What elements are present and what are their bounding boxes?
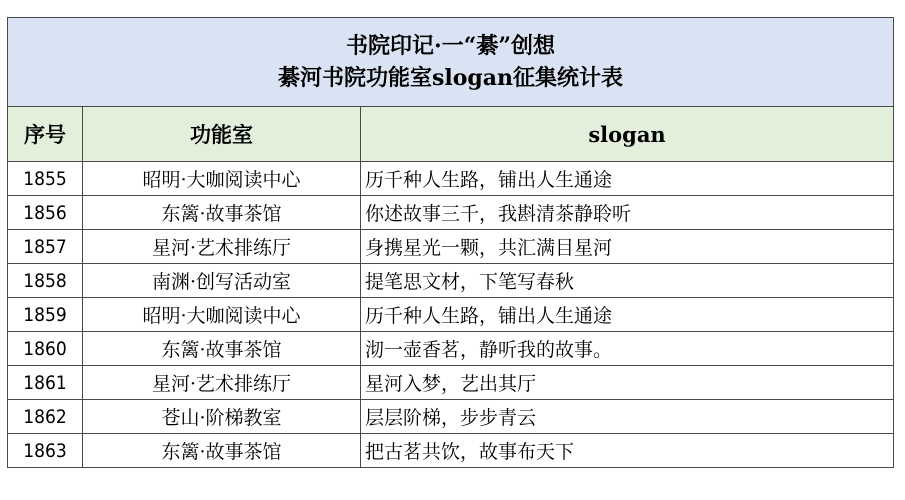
table-title [8, 18, 894, 107]
table-row [8, 298, 894, 332]
cell-slogan: 层层阶梯，步步青云 [361, 400, 894, 434]
table-row [8, 162, 894, 196]
table-row [8, 366, 894, 400]
cell-no: 1859 [8, 298, 83, 332]
table-row [8, 230, 894, 264]
table-row [8, 196, 894, 230]
cell-no: 1861 [8, 366, 83, 400]
cell-room: 星河·艺术排练厅 [83, 366, 361, 400]
header-row [8, 107, 894, 162]
header-room: 功能室 [83, 107, 361, 162]
cell-room: 东篱·故事茶馆 [83, 196, 361, 230]
cell-room: 东篱·故事茶馆 [83, 332, 361, 366]
table-title-line-1: 书院印记·一“綦”创想 [346, 33, 555, 59]
cell-no: 1856 [8, 196, 83, 230]
header-no: 序号 [8, 107, 83, 162]
cell-room: 昭明·大咖阅读中心 [83, 298, 361, 332]
cell-no: 1858 [8, 264, 83, 298]
table-row [8, 332, 894, 366]
table-row [8, 264, 894, 298]
table-row [8, 400, 894, 434]
cell-slogan: 沏一壶香茗，静听我的故事。 [361, 332, 894, 366]
cell-room: 南渊·创写活动室 [83, 264, 361, 298]
cell-room: 星河·艺术排练厅 [83, 230, 361, 264]
slogan-table [7, 17, 894, 468]
header-slogan: slogan [361, 107, 894, 162]
cell-room: 昭明·大咖阅读中心 [83, 162, 361, 196]
cell-room: 苍山·阶梯教室 [83, 400, 361, 434]
cell-no: 1860 [8, 332, 83, 366]
cell-slogan: 身携星光一颗，共汇满目星河 [361, 230, 894, 264]
cell-room: 东篱·故事茶馆 [83, 434, 361, 468]
cell-no: 1863 [8, 434, 83, 468]
cell-no: 1862 [8, 400, 83, 434]
cell-no: 1857 [8, 230, 83, 264]
table-title-line-2: 綦河书院功能室slogan征集统计表 [277, 65, 624, 91]
cell-no: 1855 [8, 162, 83, 196]
cell-slogan: 你述故事三千，我斟清茶静聆听 [361, 196, 894, 230]
cell-slogan: 历千种人生路，铺出人生通途 [361, 298, 894, 332]
cell-slogan: 把古茗共饮，故事布天下 [361, 434, 894, 468]
table-row [8, 434, 894, 468]
title-row [8, 18, 894, 107]
cell-slogan: 历千种人生路，铺出人生通途 [361, 162, 894, 196]
cell-slogan: 提笔思文材，下笔写春秋 [361, 264, 894, 298]
cell-slogan: 星河入梦，艺出其厅 [361, 366, 894, 400]
table-body [8, 18, 894, 468]
